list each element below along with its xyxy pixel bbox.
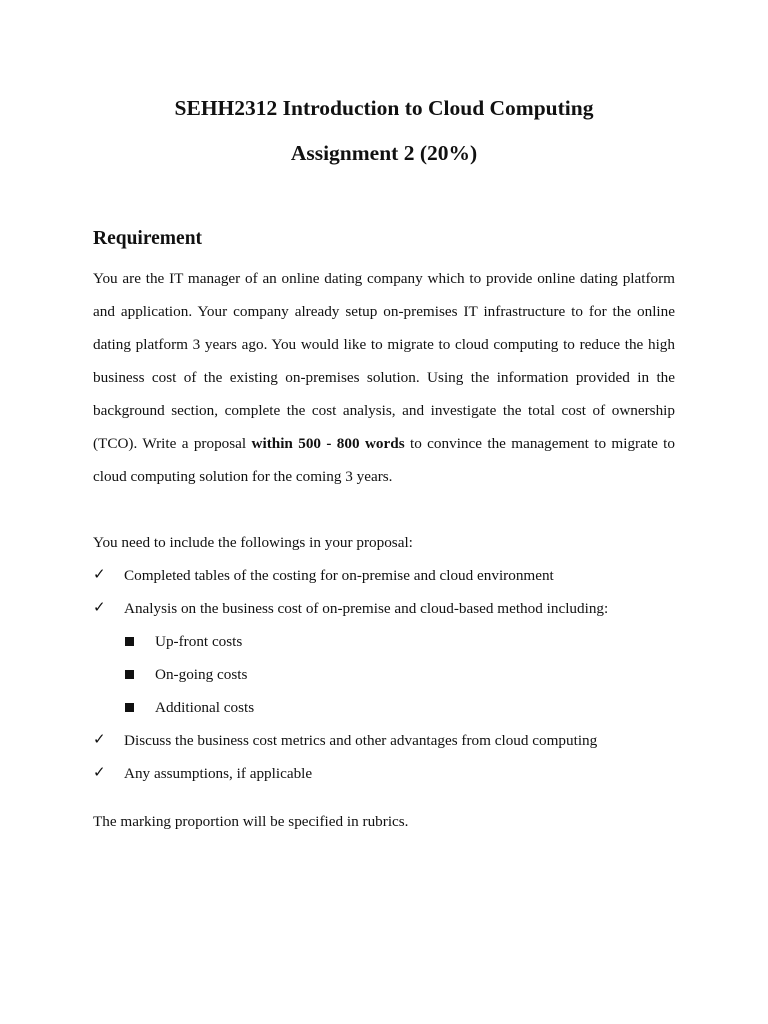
square-bullet-icon xyxy=(125,703,134,712)
requirement-line: cloud computing solution for the coming 3 years. xyxy=(93,468,393,485)
document-subtitle: Assignment 2 (20%) xyxy=(290,141,478,165)
list-item xyxy=(93,724,693,757)
requirement-line: dating platform 3 years ago. You would like to migrate to cloud computing to reduce the high xyxy=(93,336,675,353)
requirement-paragraph xyxy=(93,262,675,493)
requirement-text: to convince the management to migrate to xyxy=(404,435,675,452)
sub-list-item-text: Up-front costs xyxy=(155,633,243,650)
closing-note: The marking proportion will be specified in rubrics. xyxy=(93,813,409,830)
list-item-text: Completed tables of the costing for on-premise and cloud environment xyxy=(124,567,554,584)
include-intro: You need to include the followings in your proposal: xyxy=(93,534,413,551)
check-mark-icon: ✓ xyxy=(93,732,106,748)
requirement-line-word-limit xyxy=(93,427,675,460)
check-mark-icon: ✓ xyxy=(93,600,106,616)
sub-list-item xyxy=(93,691,693,724)
list-item xyxy=(93,592,693,625)
document-title: SEHH2312 Introduction to Cloud Computing xyxy=(174,96,594,120)
sub-list-item xyxy=(93,625,693,658)
requirement-line: background section, complete the cost analysis, and investigate the total cost of ownership xyxy=(93,402,675,419)
list-item-text: Any assumptions, if applicable xyxy=(124,765,313,782)
sub-list-item xyxy=(93,658,693,691)
proposal-requirements-list xyxy=(93,559,693,790)
check-mark-icon: ✓ xyxy=(93,765,106,781)
requirement-line: and application. Your company already setup on-premises IT infrastructure to for the online xyxy=(93,303,675,320)
word-limit-emphasis: within 500 - 800 words xyxy=(251,435,405,452)
list-item xyxy=(93,559,693,592)
square-bullet-icon xyxy=(125,637,134,646)
requirement-text: (TCO). Write a proposal xyxy=(93,435,252,452)
list-item-text: Discuss the business cost metrics and other advantages from cloud computing xyxy=(124,732,598,749)
list-item xyxy=(93,757,693,790)
square-bullet-icon xyxy=(125,670,134,679)
check-mark-icon: ✓ xyxy=(93,567,106,583)
requirement-line: business cost of the existing on-premises solution. Using the information provided in the xyxy=(93,369,675,386)
list-item-text: Analysis on the business cost of on-premise and cloud-based method including: xyxy=(124,600,609,617)
section-heading-requirement: Requirement xyxy=(93,228,203,249)
requirement-line: You are the IT manager of an online dating company which to provide online dating platform xyxy=(93,270,675,287)
sub-list-item-text: Additional costs xyxy=(155,699,255,716)
sub-list-item-text: On-going costs xyxy=(155,666,248,683)
